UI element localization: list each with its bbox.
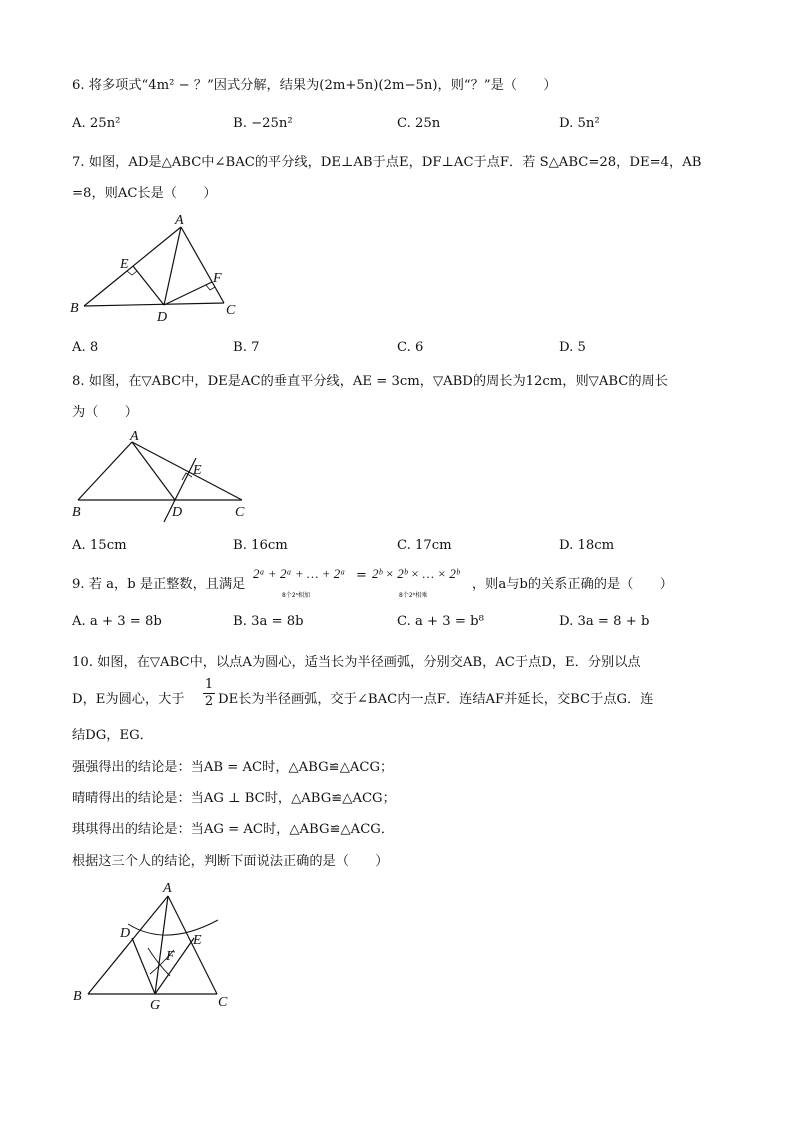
q7-label-c: C	[226, 303, 236, 318]
q10-segment-ag	[155, 896, 168, 994]
q10-line1: 10. 如图，在▽ABC中，以点A为圆心，适当长为半径画弧，分别交AB，AC于点D，E．分别以点	[72, 655, 641, 670]
q10-conclusion-qingqing: 晴晴得出的结论是：当AG ⊥ BC时，△ABG≌△ACG；	[72, 791, 396, 806]
q10-segment-ab	[88, 896, 168, 994]
q8-segment-ab	[78, 442, 132, 500]
q9-left-underbrace-note: 8个2ᵃ相加	[282, 592, 310, 599]
q10-label-d: D	[120, 926, 131, 941]
q10-line3: 结DG，EG．	[72, 728, 153, 743]
q10-fraction	[203, 677, 215, 710]
q8-stem-line1: 8. 如图，在▽ABC中，DE是AC的垂直平分线，AE = 3cm，▽ABD的周长为12cm，则▽ABC的周长	[72, 374, 668, 389]
q9-option-a: A. a + 3 = 8b	[72, 614, 162, 629]
q8-figure	[66, 428, 256, 523]
q9-stem-before: 9. 若 a，b 是正整数，且满足	[72, 577, 246, 592]
q9-option-b: B. 3a = 8b	[233, 614, 304, 629]
q7-label-b: B	[70, 301, 79, 316]
q7-option-d: D. 5	[559, 340, 586, 355]
q7-stem-line2: =8，则AC长是（ ）	[72, 186, 217, 201]
q10-question: 根据这三个人的结论，判断下面说法正确的是（ ）	[72, 854, 389, 869]
q6-option-d: D. 5n²	[559, 116, 600, 131]
q10-label-f: F	[166, 949, 175, 964]
q10-conclusion-qiqi: 琪琪得出的结论是：当AG = AC时，△ABG≌△ACG．	[72, 822, 395, 837]
q10-figure	[66, 876, 246, 1016]
q6-option-a: A. 25n²	[72, 116, 121, 131]
q8-label-d: D	[172, 505, 183, 520]
q10-line2-start: D，E为圆心，大于	[72, 692, 185, 707]
q8-label-e: E	[193, 463, 202, 478]
q7-stem-line1: 7. 如图，AD是△ABC中∠BAC的平分线，DE⊥AB于点E，DF⊥AC于点F．若 S△ABC=28，DE=4，AB	[72, 155, 702, 170]
q8-label-a: A	[130, 429, 139, 444]
q7-segment-de	[133, 266, 164, 305]
q7-figure	[66, 208, 246, 328]
q8-option-b: B. 16cm	[233, 538, 288, 553]
q7-segment-ac	[181, 227, 224, 303]
q10-label-e: E	[193, 933, 202, 948]
q10-fraction-denominator: 2	[204, 694, 214, 709]
q6-option-b: B. −25n²	[233, 116, 293, 131]
q8-option-a: A. 15cm	[72, 538, 127, 553]
q8-option-c: C. 17cm	[397, 538, 452, 553]
q9-right-underbrace-note: 8个2ᵇ相乘	[399, 592, 428, 599]
q10-segment-dg	[132, 938, 155, 994]
q10-label-c: C	[218, 995, 228, 1010]
q7-label-a: A	[175, 213, 184, 228]
q7-option-b: B. 7	[233, 340, 260, 355]
q8-stem-line2: 为（ ）	[72, 405, 138, 420]
q8-label-c: C	[235, 505, 245, 520]
q7-segment-df	[164, 282, 212, 305]
q10-label-g: G	[150, 998, 161, 1013]
q8-segment-ad	[132, 442, 175, 500]
q6-option-c: C. 25n	[397, 116, 441, 131]
q7-option-c: C. 6	[397, 340, 424, 355]
q9-option-c: C. a + 3 = b⁸	[397, 614, 484, 629]
q8-option-d: D. 18cm	[559, 538, 615, 553]
q10-conclusion-qiangqiang: 强强得出的结论是：当AB = AC时，△ABG≌△ACG；	[72, 760, 394, 775]
q10-fraction-numerator: 1	[204, 677, 214, 692]
q7-label-e: E	[120, 257, 129, 272]
q9-stem-after: ，则a与b的关系正确的是（ ）	[472, 577, 673, 592]
q7-label-f: F	[213, 271, 222, 286]
q10-label-a: A	[163, 881, 172, 896]
q9-expression-left: 2ᵃ + 2ᵃ + … + 2ᵃ	[253, 566, 346, 581]
q8-segment-ac	[132, 442, 242, 500]
q6-stem: 6. 将多项式“4m² − ？”因式分解，结果为(2m+5n)(2m−5n)，则“？”是（ ）	[72, 78, 557, 93]
q9-option-d: D. 3a = 8 + b	[559, 614, 650, 629]
q10-label-b: B	[73, 989, 82, 1004]
q9-expression-right: 2ᵇ × 2ᵇ × … × 2ᵇ	[372, 566, 460, 581]
q7-label-d: D	[157, 310, 168, 325]
q7-segment-bc	[84, 303, 224, 306]
q9-equals: =	[356, 568, 367, 583]
q10-line2-end: DE长为半径画弧，交于∠BAC内一点F．连结AF并延长，交BC于点G．连	[218, 692, 654, 707]
q7-option-a: A. 8	[72, 340, 99, 355]
q8-label-b: B	[72, 505, 81, 520]
